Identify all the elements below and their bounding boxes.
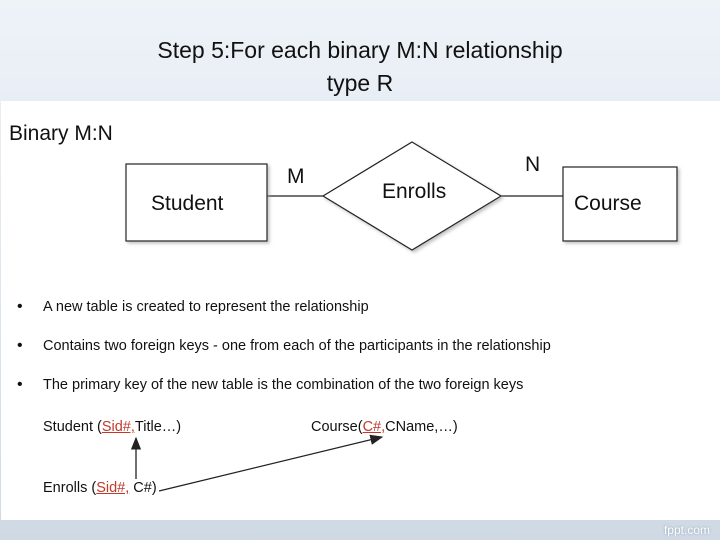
- schema-enrolls-key: Sid#,: [96, 480, 130, 496]
- content-panel: [1, 101, 720, 520]
- schema-enrolls: [43, 480, 157, 496]
- fk-arrow-cid: [159, 437, 382, 491]
- relationship-enrolls-label: Enrolls: [382, 180, 447, 203]
- bullet-item: • A new table is created to represent the relationship: [17, 297, 551, 336]
- slide-title: [60, 34, 660, 100]
- schema-course-key: C#,: [362, 419, 386, 435]
- schema-student-name: Student (: [43, 419, 102, 435]
- schema-enrolls-rest: C#): [129, 480, 157, 496]
- schema-student-rest: Title…): [134, 419, 182, 435]
- schema-student-key: Sid#,: [101, 419, 135, 435]
- schema-enrolls-name: Enrolls (: [43, 480, 97, 496]
- entity-student-label: Student: [151, 192, 224, 215]
- bullet-item: • Contains two foreign keys - one from each of the participants in the relationship: [17, 336, 551, 375]
- diagram-heading: Binary M:N: [9, 122, 113, 145]
- cardinality-n: N: [525, 153, 541, 176]
- slide-title-line-2: type R: [326, 70, 394, 96]
- schema-course-name: Course(: [311, 419, 363, 435]
- cardinality-m: M: [287, 165, 305, 188]
- slide-title-line-1: Step 5:For each binary M:N relationship: [157, 37, 563, 63]
- schema-course: [311, 419, 458, 435]
- bullet-item: • The primary key of the new table is the combination of the two foreign keys: [17, 375, 551, 414]
- schema-student: [43, 419, 181, 435]
- bullet-list: [17, 297, 551, 414]
- entity-course-label: Course: [574, 192, 642, 215]
- watermark: fppt.com: [663, 523, 710, 537]
- schema-course-rest: CName,…): [385, 419, 458, 435]
